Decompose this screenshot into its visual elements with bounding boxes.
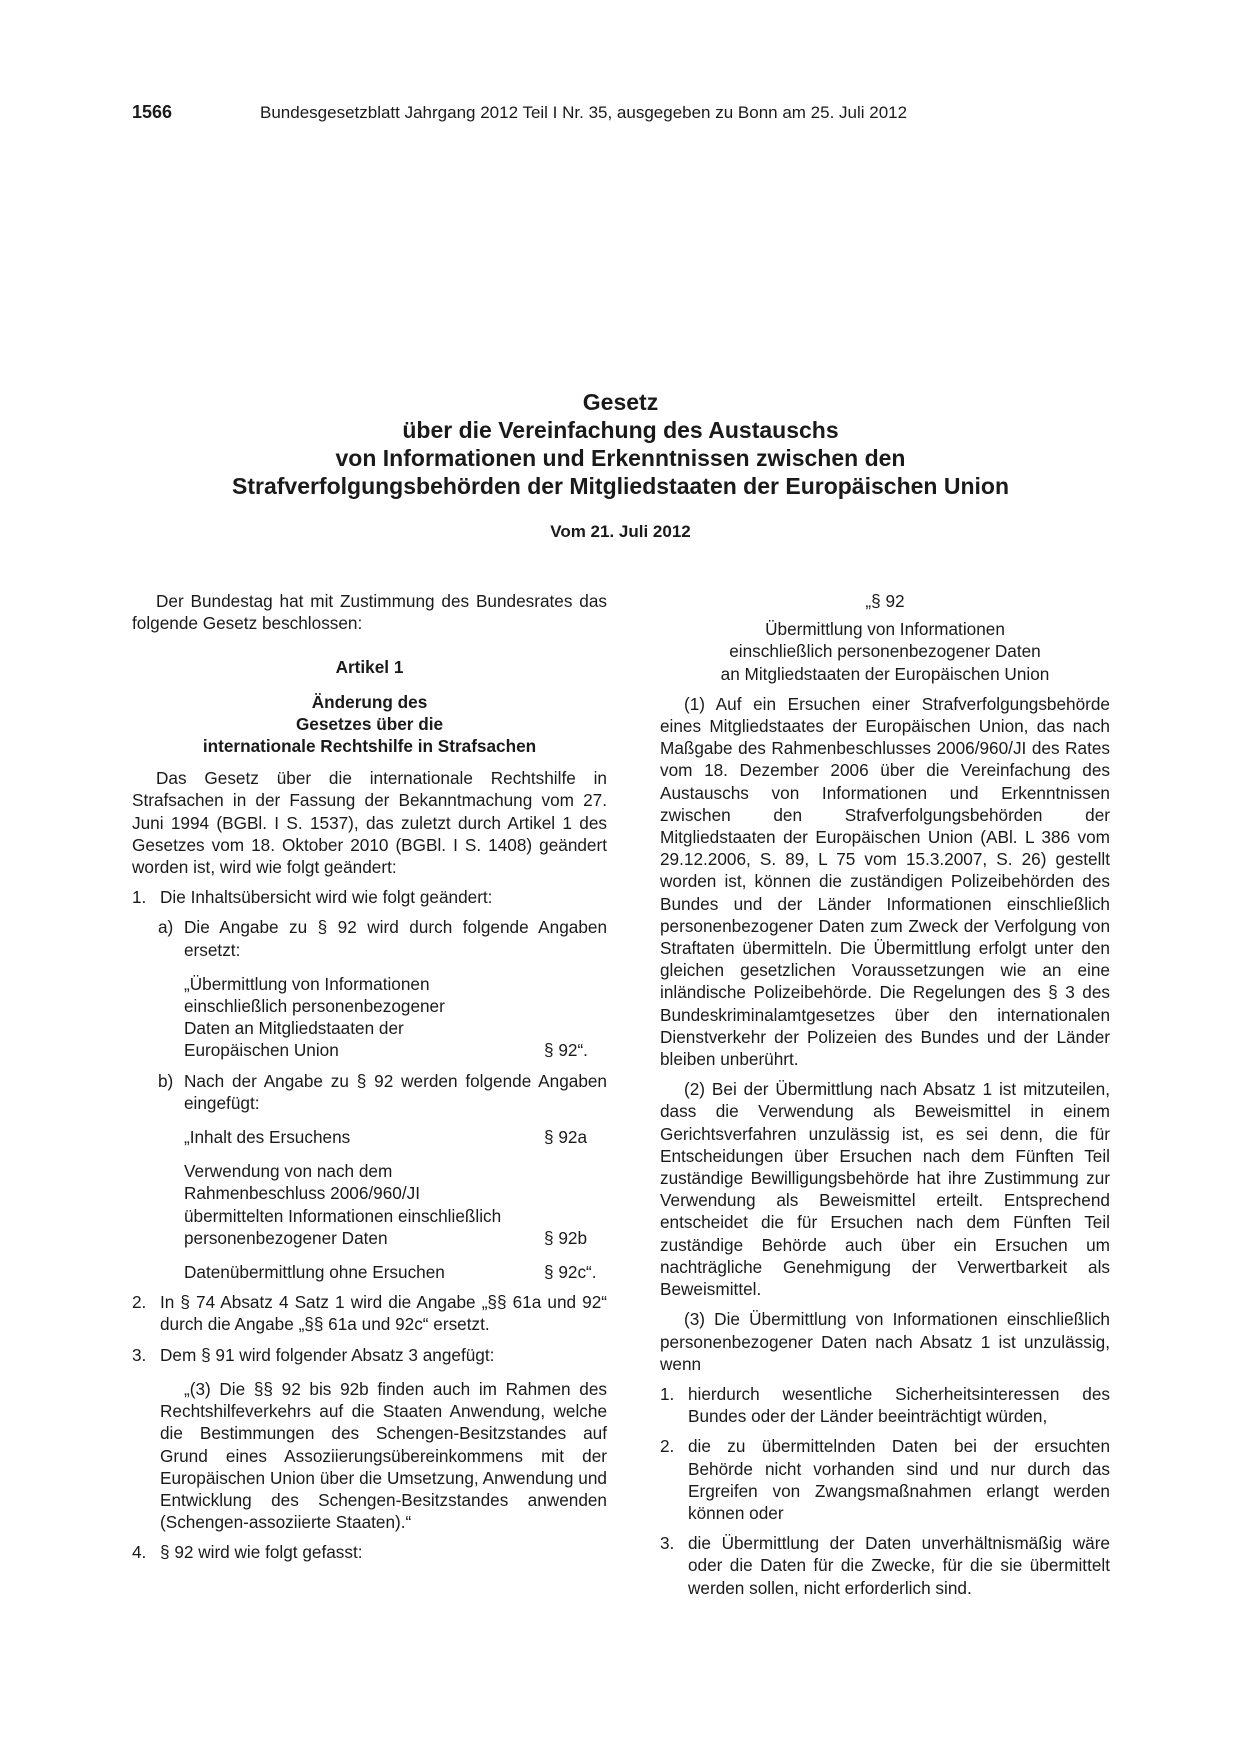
list-item [660,1532,1110,1599]
title-line: Gesetz [582,389,659,415]
toc-entry-label: Verwendung von nach dem Rahmenbeschluss 2006/960/JI übermittelten Informationen einschließlich personenbezogener Daten [184,1161,502,1248]
toc-entry [132,1160,607,1249]
left-column [132,590,607,1564]
list-text: Dem § 91 wird folgender Absatz 3 angefügt: [160,1344,495,1365]
list-item [132,1344,607,1366]
right-column [660,590,1110,1599]
list-item [132,886,607,908]
law-title [0,388,1241,500]
list-text: § 92 wird wie folgt gefasst: [160,1542,363,1563]
list-item [132,1291,607,1335]
toc-entry-ref: § 92c“. [544,1262,597,1283]
toc-entry [132,1126,607,1148]
sub-list-letter: b) [158,1070,174,1091]
toc-entry-line: Daten an Mitgliedstaaten der [184,1018,404,1039]
list-text: Die Inhaltsübersicht wird wie folgt geändert: [160,887,493,908]
toc-entry-line: „Übermittlung von Informationen [184,973,430,994]
list-item [132,1541,607,1563]
artikel-heading: Artikel 1 [335,657,404,678]
list-text: In § 74 Absatz 4 Satz 1 wird die Angabe „§§ 61a und 92“ durch die Angabe „§§ 61a und 92c“ ersetzt. [160,1292,607,1335]
list-number: 2. [660,1436,675,1457]
list-item [660,1435,1110,1524]
paragraph-abs2: (2) Bei der Übermittlung nach Absatz 1 ist mitzuteilen, dass die Verwendung als Beweismittel in einem Gerichtsverfahren unzulässig ist, es sei denn, die für Entscheidungen über Ersuchen nach dem Fünften Teil zuständige Bewilligungsbehörde hat ihre Zustimmung zur Verwendung als Beweismittel erteilt. Entsprechend entscheidet die für Ersuchen nach dem Fünften Teil zuständige Behörde auch über ein Ersuchen um nachträgliche Genehmigung der Verwertbarkeit als Beweismittel. [660,1079,1110,1300]
section-title-line: einschließlich personenbezogener Daten [729,641,1041,662]
title-line: über die Vereinfachung des Austauschs [402,417,839,443]
toc-entry-ref: § 92“. [544,1040,588,1061]
title-line: Strafverfolgungsbehörden der Mitgliedstaaten der Europäischen Union [232,473,1009,499]
toc-entry-line: Europäischen Union [184,1040,339,1061]
running-head: Bundesgesetzblatt Jahrgang 2012 Teil I Nr. 35, ausgegeben zu Bonn am 25. Juli 2012 [260,103,908,122]
list-text: hierdurch wesentliche Sicherheitsinteressen des Bundes oder der Länder beeinträchtigt würden, [688,1383,1110,1427]
intro-paragraph: Der Bundestag hat mit Zustimmung des Bundesrates das folgende Gesetz beschlossen: [132,591,607,634]
sub-list-item [132,916,607,960]
page-number: 1566 [132,102,173,122]
toc-entry [132,973,607,1062]
artikel-title-line: internationale Rechtshilfe in Strafsachen [202,736,537,757]
section-title-line: an Mitgliedstaaten der Europäischen Union [720,663,1050,684]
list-number: 1. [132,887,147,908]
artikel-title-line: Gesetzes über die [295,713,444,734]
sub-list-item [132,1070,607,1114]
section-number: „§ 92 [865,591,905,611]
section-title-line: Übermittlung von Informationen [765,619,1005,640]
sub-list-text: Nach der Angabe zu § 92 werden folgende Angaben eingefügt: [184,1070,607,1113]
toc-entry [132,1261,607,1283]
list-text: die Übermittlung der Daten unverhältnismäßig wäre oder die Daten für die Zwecke, für die sie übermittelt werden sollen, nicht erforderlich sind. [688,1533,1110,1598]
artikel-intro-paragraph: Das Gesetz über die internationale Rechtshilfe in Strafsachen in der Fassung der Bekanntmachung vom 27. Juni 1994 (BGBl. I S. 1537), das zuletzt durch Artikel 1 des Gesetzes vom 18. Oktober 2010 (BGBl. I S. 1408) geändert worden ist, wird wie folgt geändert: [132,768,607,878]
list-number: 1. [660,1383,675,1404]
list-number: 3. [660,1533,675,1554]
toc-entry-ref: § 92a [544,1127,588,1148]
title-line: von Informationen und Erkenntnissen zwischen den [335,445,906,471]
toc-entry-line: einschließlich personenbezogener [184,996,445,1017]
sub-list-letter: a) [158,917,174,938]
list-number: 4. [132,1542,147,1563]
law-date: Vom 21. Juli 2012 [550,522,691,541]
list-item [660,1383,1110,1427]
list-text: die zu übermittelnden Daten bei der ersuchten Behörde nicht vorhanden sind und nur durch das Ergreifen von Zwangsmaßnahmen erlangt werden können oder [688,1436,1110,1523]
artikel-title [132,691,607,758]
list-number: 2. [132,1292,147,1313]
paragraph-abs1: (1) Auf ein Ersuchen einer Strafverfolgungsbehörde eines Mitgliedstaates der Europäischen Union, das nach Maßgabe des Rahmenbeschlusses 2006/960/JI des Rates vom 18. Dezember 2006 über die Vereinfachung des Austauschs von Informationen und Erkenntnissen zwischen den Strafverfolgungsbehörden der Mitgliedstaaten der Europäischen Union (ABl. L 386 vom 29.12.2006, S. 89, L 75 vom 15.3.2007, S. 26) gestellt worden ist, können die zuständigen Polizeibehörden des Bundes und der Länder Informationen einschließlich personenbezogener Daten zum Zweck der Verfolgung von Straftaten übermitteln. Die Übermittlung erfolgt unter den gleichen gesetzlichen Voraussetzungen wie an eine inländische Polizeibehörde. Die Regelungen des § 3 des Bundeskriminalamtgesetzes über den internationalen Dienstverkehr der Polizeien des Bundes und der Länder bleiben unberührt. [660,693,1110,1070]
quoted-paragraph: „(3) Die §§ 92 bis 92b finden auch im Rahmen des Rechtshilfeverkehrs auf die Staaten Anwendung, welche die Bestimmungen des Schengen-Besitzstandes auf Grund eines Assoziierungsübereinkommens mit der Europäischen Union über die Umsetzung, Anwendung und Entwicklung des Schengen-Besitzstandes anwenden (Schengen-assoziierte Staaten).“ [160,1378,607,1533]
sub-list-text: Die Angabe zu § 92 wird durch folgende Angaben ersetzt: [184,917,607,960]
section-title [660,618,1110,685]
paragraph-abs3: (3) Die Übermittlung von Informationen einschließlich personenbezogener Daten nach Absatz 1 ist unzulässig, wenn [660,1309,1110,1374]
toc-entry-label: Datenübermittlung ohne Ersuchen [184,1262,445,1283]
toc-entry-label: „Inhalt des Ersuchens [184,1127,351,1148]
artikel-title-line: Änderung des [311,691,428,712]
list-number: 3. [132,1344,147,1365]
toc-entry-ref: § 92b [544,1227,588,1248]
